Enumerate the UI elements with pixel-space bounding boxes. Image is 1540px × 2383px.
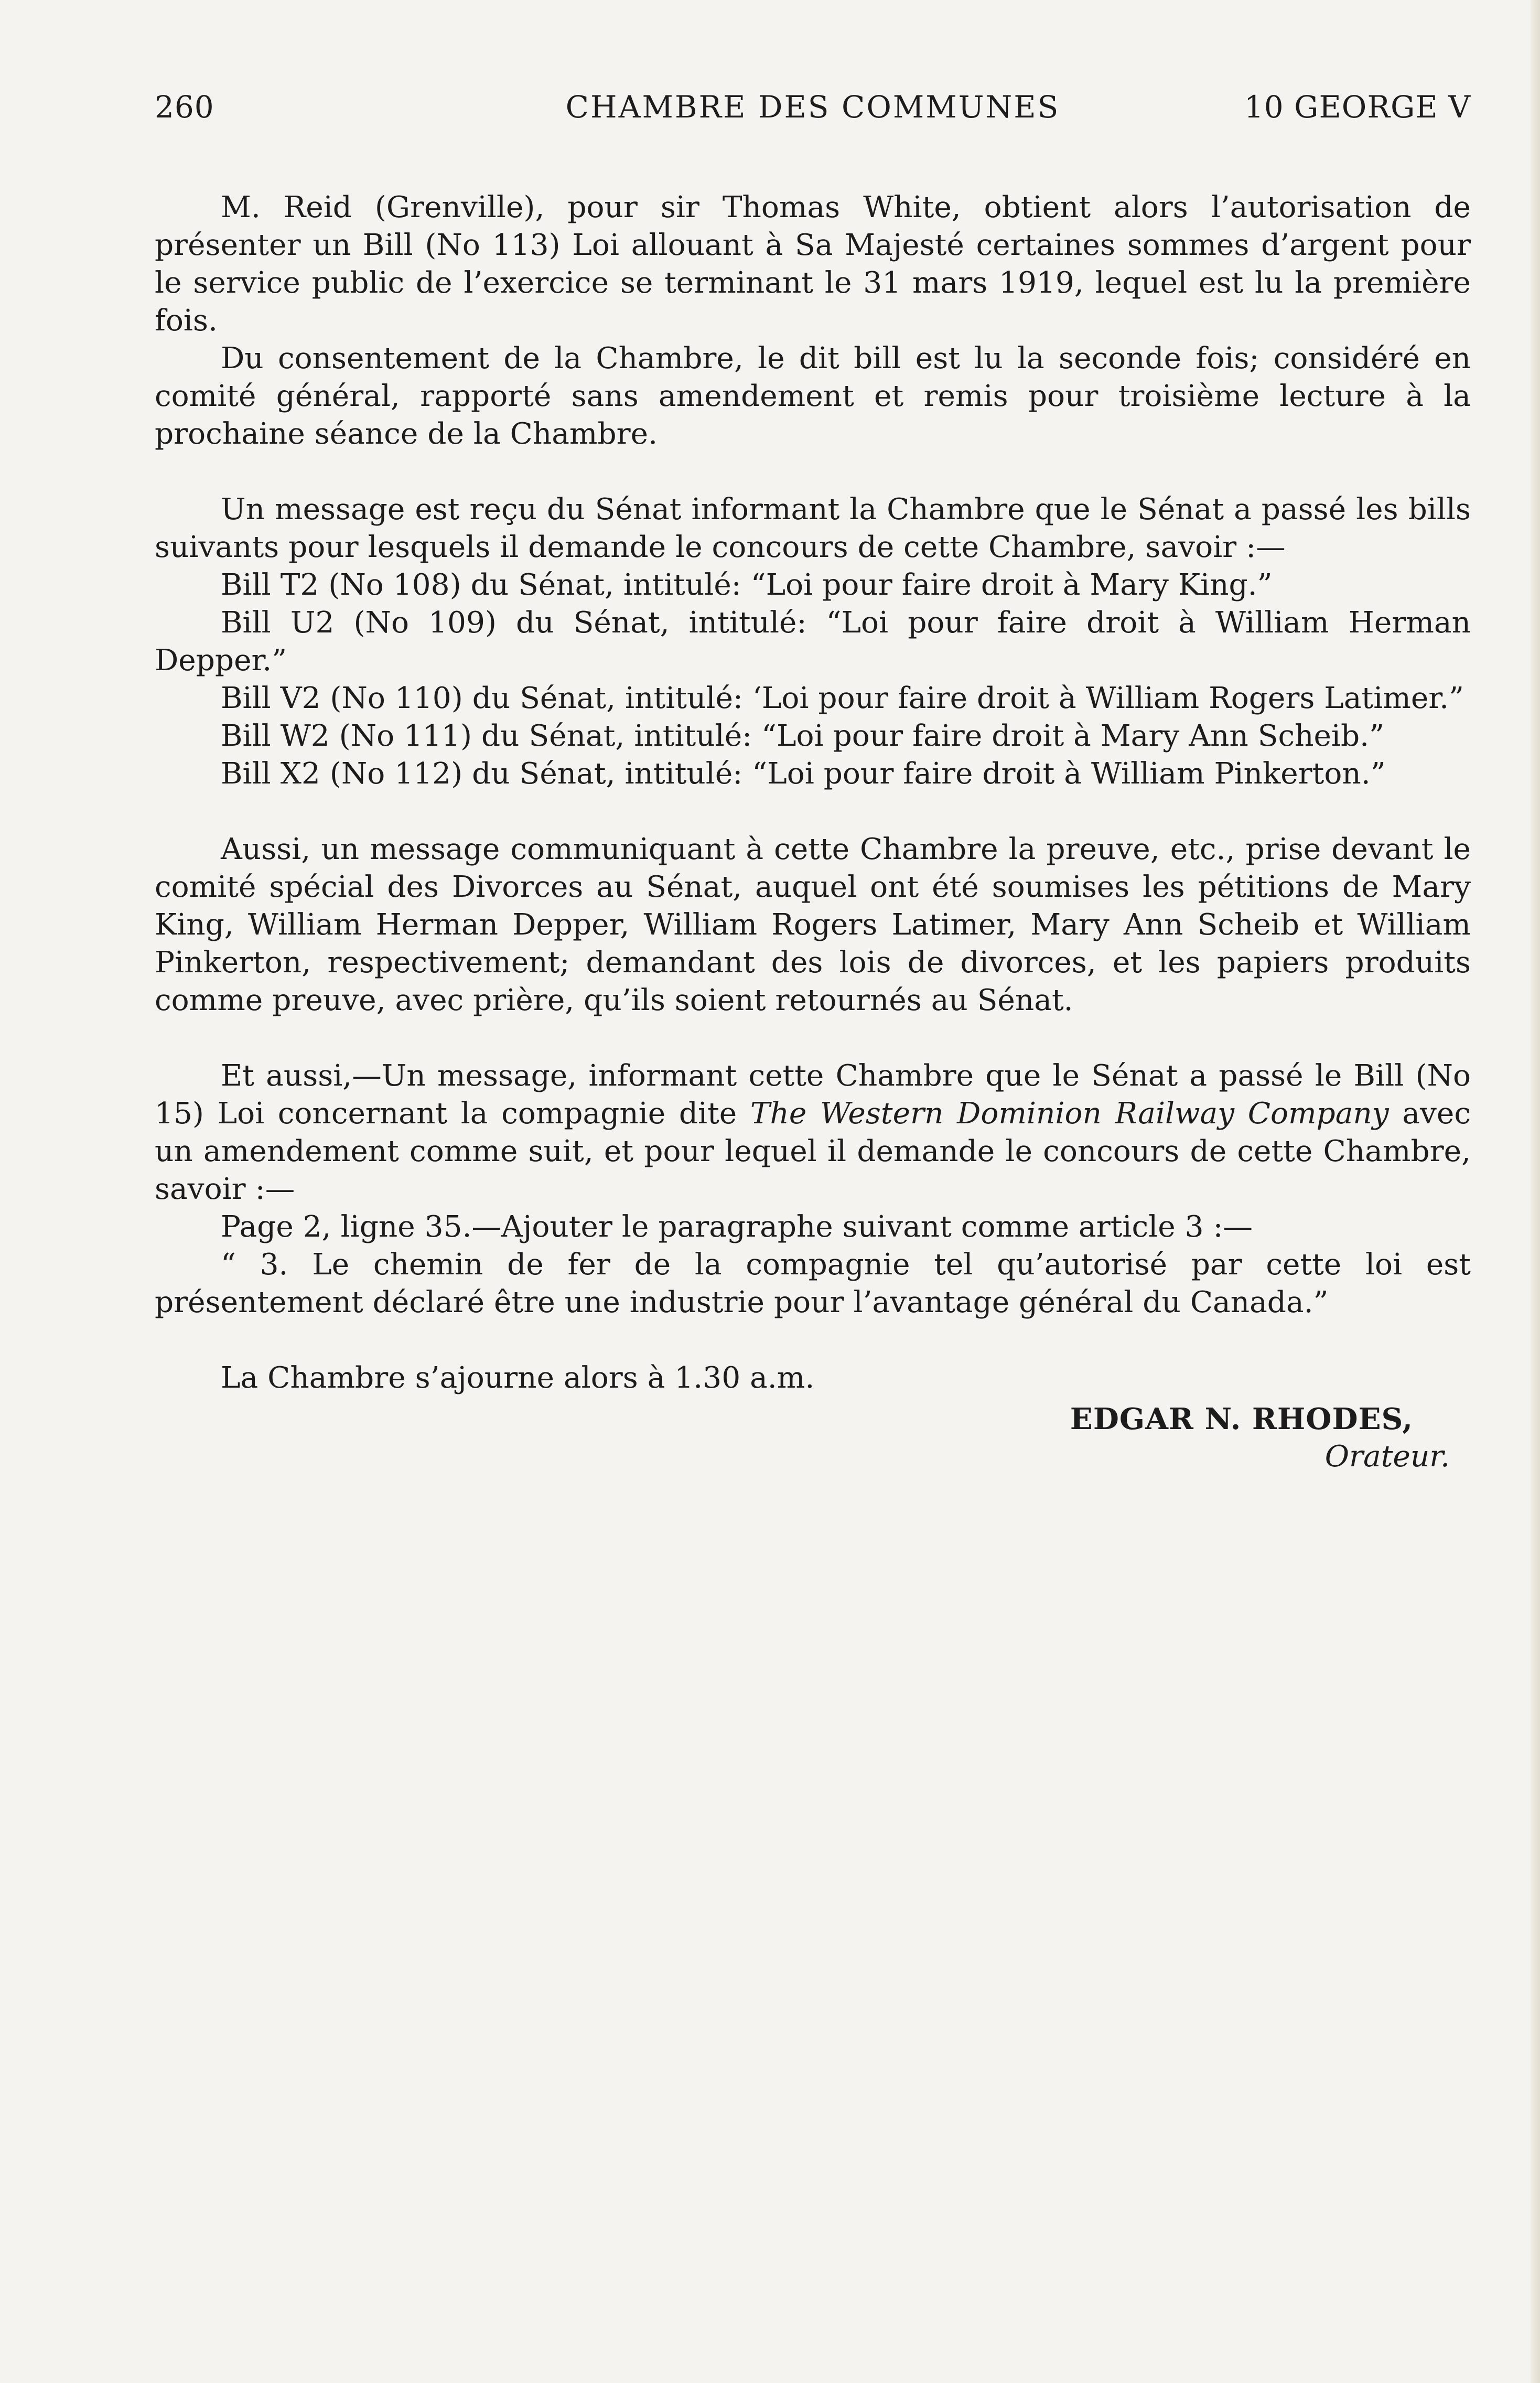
company-name: The Western Dominion Railway Company: [750, 1097, 1389, 1131]
running-head: [155, 89, 1471, 131]
body-text: [155, 189, 1471, 1397]
paragraph-senate-message: Un message est reçu du Sénat informant la Chambre que le Sénat a passé les bills suivants pour lesquels il demande le concours de cette Chambre, savoir :—: [155, 492, 1471, 564]
speaker-title: Orateur.: [1324, 1440, 1450, 1474]
paragraph-second-reading: Du consentement de la Chambre, le dit bill est lu la seconde fois; considéré en comité général, rapporté sans amendement et remis pour troisième lecture à la prochaine séance de la Chambre.: [155, 341, 1471, 451]
paragraph-bill-15: [155, 1057, 1471, 1208]
paragraph-adjournment: La Chambre s’ajourne alors à 1.30 a.m.: [221, 1361, 815, 1395]
bill-v2: Bill V2 (No 110) du Sénat, intitulé: ‘Loi pour faire droit à William Rogers Latimer.”: [221, 681, 1464, 715]
paragraph-article-3: “ 3. Le chemin de fer de la compagnie tel qu’autorisé par cette loi est présentement déclaré être une industrie pour l’avantage général du Canada.”: [155, 1248, 1471, 1319]
reign-label: 10 GEORGE V: [1244, 89, 1471, 125]
bill-u2: Bill U2 (No 109) du Sénat, intitulé: “Loi pour faire droit à William Herman Depper.”: [155, 606, 1471, 678]
speaker-name: EDGAR N. RHODES,: [1070, 1402, 1413, 1436]
bill-t2: Bill T2 (No 108) du Sénat, intitulé: “Loi pour faire droit à Mary King.”: [221, 568, 1273, 602]
page: [155, 89, 1471, 1476]
paragraph-divorce-evidence: Aussi, un message communiquant à cette Chambre la preuve, etc., prise devant le comité spécial des Divorces au Sénat, auquel ont été soumises les pétitions de Mary King, William Herman Depper, William Rogers Latimer, Mary Ann Scheib et William Pinkerton, respectivement; demandant des lois de divorces, et les papiers produits comme preuve, avec prière, qu’ils soient retournés au Sénat.: [155, 832, 1471, 1017]
bill-15-text-before: Et aussi,—Un message, informant cette Chambre que le Sénat a passé le Bill (No 15) Loi concernant la compagnie dite: [155, 1059, 1471, 1131]
page-number: 260: [155, 89, 214, 125]
signature: [155, 1400, 1471, 1476]
paragraph-bill-113: M. Reid (Grenville), pour sir Thomas White, obtient alors l’autorisation de présenter un Bill (No 113) Loi allouant à Sa Majesté certaines sommes d’argent pour le service public de l’exercice se terminant le 31 mars 1919, lequel est lu la première fois.: [155, 190, 1471, 338]
bill-15-text-after: avec un amendement comme suit, et pour lequel il demande le concours de cette Chambre, savoir :—: [155, 1097, 1471, 1206]
bill-w2: Bill W2 (No 111) du Sénat, intitulé: “Loi pour faire droit à Mary Ann Scheib.”: [221, 719, 1385, 753]
bill-x2: Bill X2 (No 112) du Sénat, intitulé: “Loi pour faire droit à William Pinkerton.”: [221, 757, 1386, 791]
paragraph-amendment: Page 2, ligne 35.—Ajouter le paragraphe suivant comme article 3 :—: [221, 1210, 1253, 1244]
scan-edge: [1531, 0, 1540, 2383]
page-title: CHAMBRE DES COMMUNES: [565, 89, 1060, 125]
